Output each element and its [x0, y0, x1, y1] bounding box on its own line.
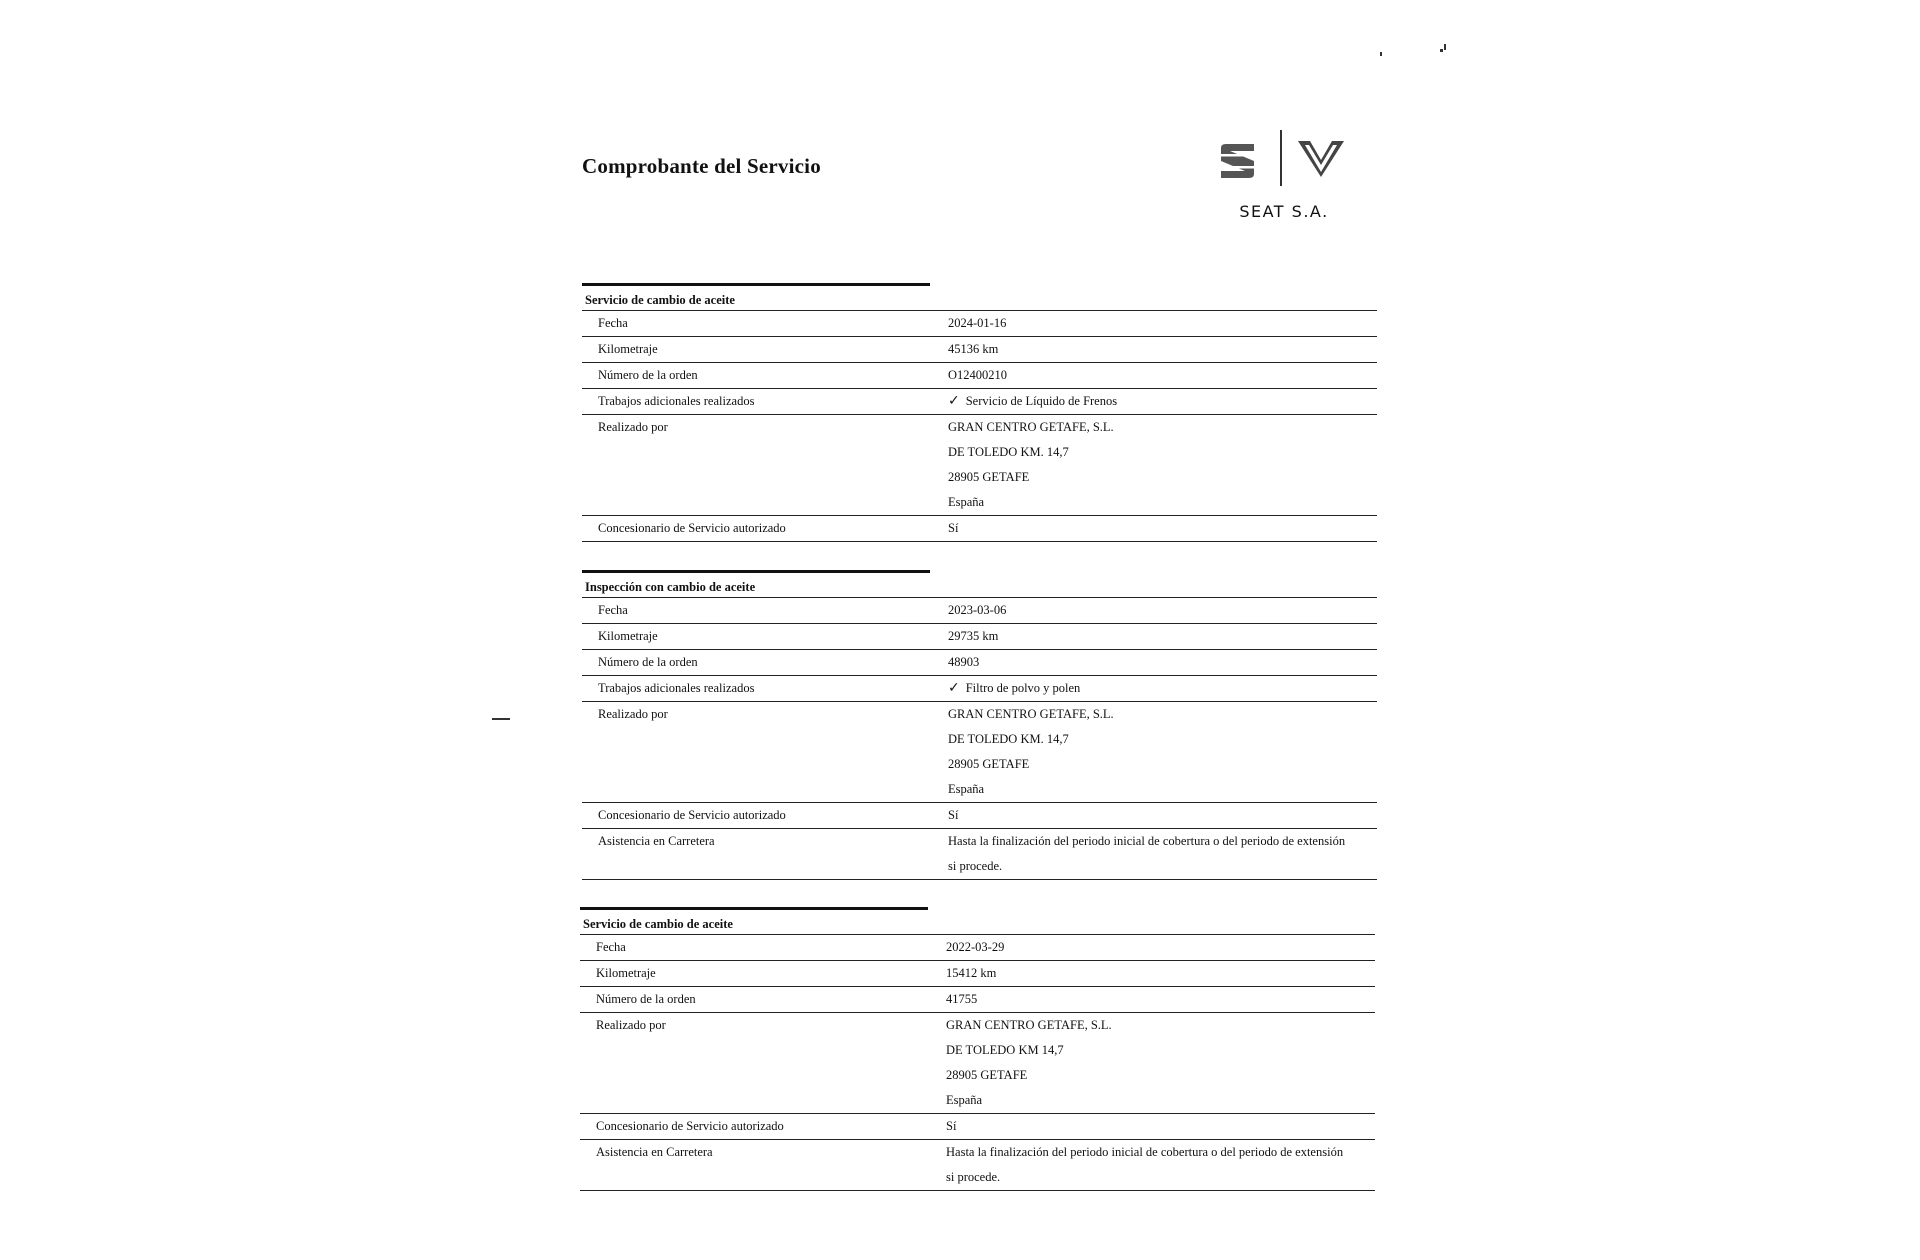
address-line: DE TOLEDO KM 14,7: [946, 1043, 1064, 1057]
label-trabajos: Trabajos adicionales realizados: [598, 394, 755, 408]
row-orden: [582, 363, 1377, 389]
address-line: GRAN CENTRO GETAFE, S.L.: [948, 420, 1114, 434]
label-asistencia: Asistencia en Carretera: [598, 834, 715, 848]
brand-logo: [1218, 130, 1348, 230]
section-bar: [580, 907, 928, 910]
scan-mark: [1380, 52, 1382, 56]
cupra-logo-icon: [1296, 138, 1346, 180]
value-orden: O12400210: [948, 368, 1008, 382]
value-kilometraje: 45136 km: [948, 342, 999, 356]
value-realizado: [948, 702, 1377, 802]
section-rows: [582, 597, 1377, 880]
value-orden: 41755: [946, 992, 978, 1006]
value-trabajos: [948, 389, 1377, 414]
label-concesionario: Concesionario de Servicio autorizado: [596, 1119, 784, 1133]
value-kilometraje: 29735 km: [948, 629, 999, 643]
label-orden: Número de la orden: [598, 655, 698, 669]
row-concesionario: [580, 1114, 1375, 1140]
address-line: España: [948, 495, 985, 509]
section-title: Servicio de cambio de aceite: [585, 293, 735, 307]
label-realizado: Realizado por: [598, 707, 668, 721]
checkmark-icon: ✓: [948, 680, 960, 696]
section-rows: [580, 934, 1375, 1191]
asistencia-line: si procede.: [948, 859, 1003, 873]
scan-mark: [1444, 44, 1446, 50]
label-fecha: Fecha: [598, 316, 628, 330]
row-kilometraje: [582, 337, 1377, 363]
label-asistencia: Asistencia en Carretera: [596, 1145, 713, 1159]
label-fecha: Fecha: [596, 940, 626, 954]
row-fecha: [582, 311, 1377, 337]
row-trabajos: [582, 676, 1377, 702]
label-kilometraje: Kilometraje: [596, 966, 656, 980]
row-fecha: [582, 598, 1377, 624]
row-realizado: [582, 415, 1377, 516]
address-line: DE TOLEDO KM. 14,7: [948, 732, 1069, 746]
page-title: Comprobante del Servicio: [582, 154, 821, 178]
value-orden: 48903: [948, 655, 980, 669]
value-fecha: 2022-03-29: [946, 940, 1005, 954]
row-concesionario: [582, 516, 1377, 542]
address-line: GRAN CENTRO GETAFE, S.L.: [948, 707, 1114, 721]
value-realizado: [948, 415, 1377, 515]
value-asistencia: [946, 1140, 1375, 1190]
row-asistencia: [582, 829, 1377, 880]
scan-mark: [1440, 49, 1443, 52]
address-line: España: [946, 1093, 983, 1107]
label-trabajos: Trabajos adicionales realizados: [598, 681, 755, 695]
label-fecha: Fecha: [598, 603, 628, 617]
row-fecha: [580, 935, 1375, 961]
address-line: 28905 GETAFE: [946, 1068, 1028, 1082]
row-orden: [580, 987, 1375, 1013]
label-kilometraje: Kilometraje: [598, 629, 658, 643]
row-realizado: [580, 1013, 1375, 1114]
value-realizado: [946, 1013, 1375, 1113]
address-line: 28905 GETAFE: [948, 757, 1030, 771]
label-orden: Número de la orden: [596, 992, 696, 1006]
row-kilometraje: [582, 624, 1377, 650]
label-kilometraje: Kilometraje: [598, 342, 658, 356]
label-realizado: Realizado por: [596, 1018, 666, 1032]
address-line: 28905 GETAFE: [948, 470, 1030, 484]
row-orden: [582, 650, 1377, 676]
row-trabajos: [582, 389, 1377, 415]
section-title: Inspección con cambio de aceite: [585, 580, 756, 594]
value-asistencia: [948, 829, 1377, 879]
value-concesionario: Sí: [948, 521, 959, 535]
row-concesionario: [582, 803, 1377, 829]
address-line: DE TOLEDO KM. 14,7: [948, 445, 1069, 459]
asistencia-line: si procede.: [946, 1170, 1001, 1184]
checkmark-icon: ✓: [948, 393, 960, 409]
trabajos-text: Servicio de Líquido de Frenos: [965, 394, 1118, 408]
company-name: SEAT S.A.: [1239, 202, 1329, 221]
section-title: Servicio de cambio de aceite: [583, 917, 733, 931]
label-realizado: Realizado por: [598, 420, 668, 434]
logo-divider: [1280, 130, 1282, 186]
value-trabajos: [948, 676, 1377, 701]
value-fecha: 2024-01-16: [948, 316, 1007, 330]
asistencia-line: Hasta la finalización del periodo inicial de cobertura o del periodo de extensión: [946, 1145, 1344, 1159]
section-bar: [582, 570, 930, 573]
row-realizado: [582, 702, 1377, 803]
label-concesionario: Concesionario de Servicio autorizado: [598, 521, 786, 535]
label-orden: Número de la orden: [598, 368, 698, 382]
row-kilometraje: [580, 961, 1375, 987]
value-kilometraje: 15412 km: [946, 966, 997, 980]
address-line: GRAN CENTRO GETAFE, S.L.: [946, 1018, 1112, 1032]
address-line: España: [948, 782, 985, 796]
label-concesionario: Concesionario de Servicio autorizado: [598, 808, 786, 822]
scan-mark: [492, 718, 510, 720]
row-asistencia: [580, 1140, 1375, 1191]
seat-logo-icon: [1218, 142, 1260, 182]
section-bar: [582, 283, 930, 286]
asistencia-line: Hasta la finalización del periodo inicial de cobertura o del periodo de extensión: [948, 834, 1346, 848]
value-concesionario: Sí: [948, 808, 959, 822]
section-rows: [582, 310, 1377, 542]
trabajos-text: Filtro de polvo y polen: [965, 681, 1081, 695]
value-concesionario: Sí: [946, 1119, 957, 1133]
value-fecha: 2023-03-06: [948, 603, 1007, 617]
